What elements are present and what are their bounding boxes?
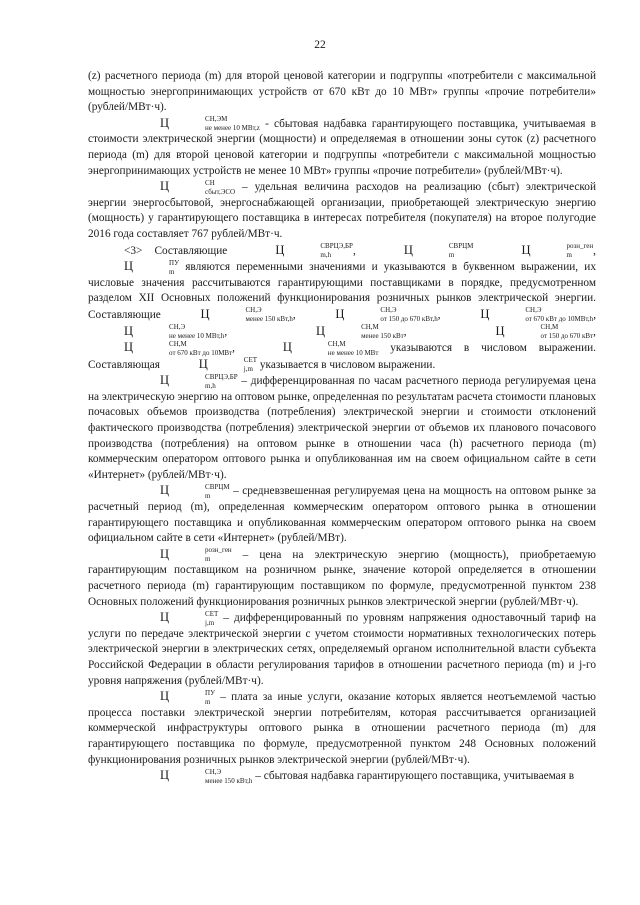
symbol-superscript: СН bbox=[205, 178, 215, 187]
paragraph-7 bbox=[88, 547, 596, 610]
symbol-subscript: m bbox=[205, 491, 211, 500]
paragraph-1 bbox=[88, 69, 596, 116]
paragraph-text: , bbox=[593, 325, 596, 338]
symbol-superscript: СН,М bbox=[540, 322, 559, 331]
symbol-superscript: СН,М bbox=[361, 322, 379, 331]
formula-symbol bbox=[459, 324, 593, 341]
symbol-subscript: j,m bbox=[243, 365, 253, 374]
symbol-superscript: СВРЦМ bbox=[205, 482, 230, 491]
symbol-superscript: СЕТ bbox=[243, 356, 258, 365]
paragraph-8 bbox=[88, 610, 596, 689]
paragraph-text: , bbox=[403, 325, 460, 338]
symbol-letter: Ц bbox=[160, 768, 170, 783]
paragraph-text: указываются в числовом выражении. Составляющая bbox=[88, 342, 596, 371]
formula-symbol bbox=[124, 768, 252, 785]
symbol-letter: Ц bbox=[282, 340, 292, 355]
paragraph-text: , bbox=[593, 308, 597, 321]
paragraph-text: <3> Составляющие bbox=[124, 244, 240, 257]
paragraph-text: – средневзвешенная регулируемая цена на мощность на оптовом рынке за расчетный период (m), определенная коммерческим оператором оптового рынка в отношении гарантирующего поставщика и опубликованная коммерческим оператором оптового рынка на своем официальном сайте в сети «Интернет» (рублей/МВт). bbox=[88, 485, 596, 545]
formula-symbol bbox=[124, 610, 218, 627]
formula-symbol bbox=[444, 307, 593, 324]
symbol-superscript: СН,Э bbox=[205, 767, 222, 776]
paragraph-2 bbox=[88, 116, 596, 179]
symbol-superscript: СЕТ bbox=[205, 609, 219, 618]
symbol-subscript: от 150 до 670 кВт,h bbox=[380, 315, 438, 324]
formula-symbol bbox=[368, 243, 474, 260]
symbol-letter: Ц bbox=[200, 306, 210, 321]
formula-symbol bbox=[124, 689, 215, 706]
symbol-subscript: m bbox=[448, 250, 455, 259]
paragraph-3 bbox=[88, 179, 596, 242]
symbol-letter: Ц bbox=[160, 610, 170, 625]
paragraph-text: , bbox=[352, 244, 368, 257]
symbol-superscript: розн_ген bbox=[205, 546, 232, 555]
symbol-subscript: менее 150 кВт,h bbox=[205, 776, 253, 785]
symbol-subscript: от 150 до 670 кВт bbox=[540, 331, 594, 340]
formula-symbol bbox=[124, 116, 260, 133]
symbol-letter: Ц bbox=[160, 115, 170, 130]
symbol-superscript: ПУ bbox=[169, 258, 180, 267]
formula-symbol bbox=[485, 243, 593, 260]
paragraph-text: – плата за иные услуги, оказание которых является неотъемлемой частью процесса поставки электрической энергии потребителям, которая рассчитывается организацией коммерческой инфраструктуры оптового рынка в отношении расчетного периода (m) для гарантирующего поставщика по формуле, предусмотренной пунктом 248 Основных положений функционирования розничных рынков электрической энергии (рублей/МВт·ч). bbox=[88, 691, 596, 766]
paragraph-text: – цена на электрическую энергию (мощность), приобретаемую гарантирующим поставщиком на розничном рынке, значение которой определяется в отношении расчетного периода (m) гарантирующим поставщиком по формуле, предусмотренной пунктом 238 Основных положений функционирования розничных рынков электрической энергии (рублей/МВт·ч). bbox=[88, 548, 596, 608]
formula-symbol bbox=[124, 483, 230, 500]
formula-symbol bbox=[163, 357, 257, 374]
symbol-superscript: СВРЦЭ,БР bbox=[205, 372, 238, 381]
paragraph-text: , bbox=[593, 244, 596, 257]
symbol-superscript: СН,М bbox=[169, 339, 187, 348]
formula-symbol bbox=[88, 340, 232, 357]
paragraph-text: , bbox=[224, 325, 281, 338]
paragraph-text: указывается в числовом выражении. bbox=[257, 358, 436, 371]
formula-symbol bbox=[88, 259, 179, 276]
symbol-superscript: СВРЦЭ,БР bbox=[320, 241, 353, 250]
symbol-letter: Ц bbox=[124, 259, 134, 274]
formula-symbol bbox=[239, 243, 353, 260]
symbol-subscript: не менее 10 МВт bbox=[327, 348, 379, 357]
symbol-superscript: СН,Э bbox=[380, 306, 397, 315]
paragraph-text: – дифференцированный по уровням напряжения одноставочный тариф на услуги по передаче электрической энергии с учетом стоимости нормативных технологических потерь электрической энергии в электрических сетях, определяемый органом исполнительной власти субъекта Российской Федерации в области регулирования тарифов в отношении расчетного периода (m) и j-го уровня напряжения (рублей/МВт·ч). bbox=[88, 612, 596, 687]
formula-symbol bbox=[299, 307, 437, 324]
formula-symbol bbox=[124, 547, 232, 564]
symbol-subscript: сбыт,ЭСО bbox=[205, 187, 236, 196]
formula-symbol bbox=[88, 324, 224, 341]
symbol-superscript: СВРЦМ bbox=[448, 241, 474, 250]
symbol-superscript: СН,Э bbox=[525, 306, 542, 315]
paragraph-text: – дифференцированная по часам расчетного периода регулируемая цена на электрическую энергию на оптовом рынке, определенная по результатам расчета стоимости плановых почасовых объемов производства (потребления) электрической энергии и стоимости отклонений фактического производства (потребления) электрической энергии от объемов их планового почасового производства (потребления) на оптовом рынке в отношении часа (h) расчетного периода (m) коммерческим оператором оптового рынка и опубликованная им на своем официальном сайте в сети «Интернет» (рублей/МВт·ч). bbox=[88, 375, 596, 481]
paragraph-10 bbox=[88, 768, 596, 785]
symbol-subscript: m,h bbox=[320, 250, 332, 259]
symbol-subscript: j,m bbox=[205, 618, 215, 627]
paragraph-5 bbox=[88, 373, 596, 483]
paragraph-text: , bbox=[292, 308, 300, 321]
paragraph-text: (z) расчетного периода (m) для второй ценовой категории и подгруппы «потребители с максимальной мощностью энергопринимающих устройств от 670 кВт до 10 МВт» группы «прочие потребители» (рублей/МВт·ч). bbox=[88, 70, 596, 114]
symbol-subscript: m bbox=[205, 555, 211, 564]
paragraph-text: – удельная величина расходов на реализацию (сбыт) электрической энергии энергосбытовой, энергоснабжающей организации, приобретающей электрическую энергию (мощность) у гарантирующего поставщика в интересах потребителя (покупателя) на второе полугодие 2016 года составляет 767 рублей/МВт·ч. bbox=[88, 181, 596, 240]
symbol-superscript: СН,ЭМ bbox=[205, 115, 228, 124]
page-number: 22 bbox=[314, 39, 326, 51]
symbol-subscript: m bbox=[205, 697, 211, 706]
symbol-letter: Ц bbox=[160, 373, 170, 388]
symbol-letter: Ц bbox=[316, 323, 326, 338]
formula-symbol bbox=[247, 340, 379, 357]
paragraph-text: , bbox=[437, 308, 445, 321]
symbol-letter: Ц bbox=[403, 242, 413, 257]
symbol-superscript: СН,М bbox=[327, 339, 346, 348]
symbol-letter: Ц bbox=[160, 483, 170, 498]
symbol-subscript: m bbox=[169, 267, 175, 276]
symbol-letter: Ц bbox=[160, 689, 170, 704]
paragraph-text bbox=[473, 245, 485, 257]
symbol-letter: Ц bbox=[521, 242, 531, 257]
symbol-superscript: ПУ bbox=[205, 688, 216, 697]
symbol-letter: Ц bbox=[335, 306, 345, 321]
paragraph-6 bbox=[88, 483, 596, 546]
symbol-subscript: от 670 кВт до 10МВт,h bbox=[525, 315, 594, 324]
symbol-letter: Ц bbox=[198, 356, 208, 371]
paragraph-text: – сбытовая надбавка гарантирующего поставщика, учитываемая в bbox=[252, 770, 575, 783]
symbol-letter: Ц bbox=[495, 323, 505, 338]
formula-symbol bbox=[280, 324, 404, 341]
symbol-superscript: СН,Э bbox=[169, 322, 186, 331]
symbol-subscript: от 670 кВт до 10МВт bbox=[169, 348, 233, 357]
symbol-superscript: розн_ген bbox=[566, 241, 594, 250]
formula-symbol bbox=[164, 307, 292, 324]
symbol-subscript: менее 150 кВт bbox=[361, 331, 404, 340]
symbol-superscript: СН,Э bbox=[245, 306, 262, 315]
formula-symbol bbox=[124, 179, 235, 196]
document-body bbox=[88, 69, 596, 785]
symbol-letter: Ц bbox=[275, 242, 285, 257]
paragraph-text: , bbox=[232, 342, 247, 355]
paragraph-text: являются переменными значениями и указываются в буквенном выражении, их числовые значения рассчитываются гарантирующими поставщиками в порядке, предусмотренном разделом XII Основных положений функционирования розничных рынков электрической энергии. Составляющие bbox=[88, 261, 596, 321]
formula-symbol bbox=[124, 373, 238, 390]
symbol-letter: Ц bbox=[160, 546, 170, 561]
symbol-subscript: менее 150 кВт,h bbox=[245, 315, 293, 324]
paragraph-9 bbox=[88, 689, 596, 768]
paragraph-text: - сбытовая надбавка гарантирующего поставщика, учитываемая в стоимости электрической энергии (мощности) и определяемая в отношении зоны суток (z) расчетного периода (m) для второй ценовой категории и подгруппы «потребители с максимальной мощностью энергопринимающих устройств не менее 10 МВт» группы «прочие потребители» (рублей/МВт·ч). bbox=[88, 117, 596, 177]
symbol-letter: Ц bbox=[124, 323, 134, 338]
symbol-letter: Ц bbox=[480, 306, 490, 321]
symbol-subscript: не менее 10 МВт,h bbox=[169, 331, 225, 340]
symbol-letter: Ц bbox=[124, 340, 134, 355]
symbol-subscript: не менее 10 МВт,z bbox=[205, 124, 260, 133]
symbol-subscript: m,h bbox=[205, 381, 216, 390]
paragraph-4 bbox=[88, 243, 596, 374]
symbol-letter: Ц bbox=[160, 179, 170, 194]
symbol-subscript: m bbox=[566, 250, 572, 259]
